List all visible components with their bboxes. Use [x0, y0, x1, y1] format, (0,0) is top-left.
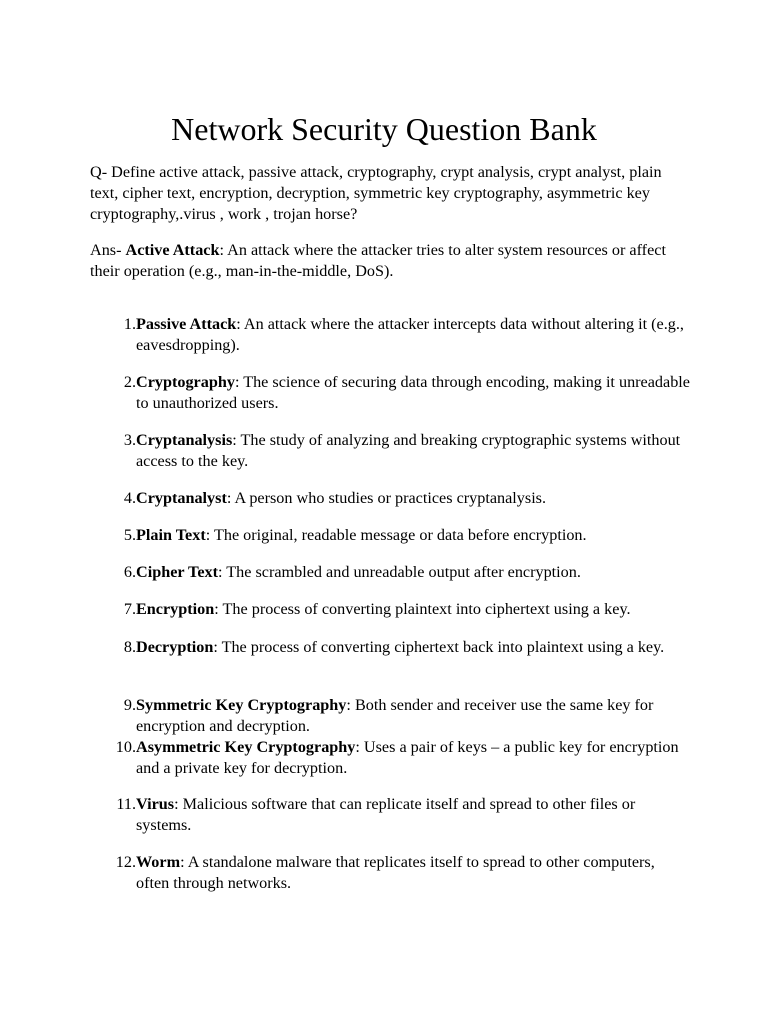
definition-body: [136, 599, 690, 620]
definition-text: : The science of securing data through encoding, making it unreadable to unauthorized users.: [136, 373, 690, 412]
definition-text: : The original, readable message or data before encryption.: [205, 526, 587, 544]
definition-text: : A standalone malware that replicates itself to spread to other computers, often through networks.: [136, 853, 655, 892]
definition-item: [90, 562, 690, 583]
definition-number: 11.: [116, 795, 136, 813]
definition-number: 6.: [123, 563, 136, 581]
answer-prefix: Ans-: [90, 241, 126, 259]
definition-item: [90, 599, 690, 620]
definition-item: [90, 794, 690, 836]
definition-body: [136, 562, 690, 583]
definition-text: : Both sender and receiver use the same key for encryption and decryption.: [136, 696, 654, 735]
definition-body: [136, 430, 690, 472]
definition-body: [136, 488, 690, 509]
definition-body: [136, 695, 690, 737]
definition-item: [90, 637, 690, 658]
definition-term: Passive Attack: [136, 315, 237, 333]
definition-item: [90, 488, 690, 509]
definition-term: Virus: [136, 795, 175, 813]
question-prefix: Q-: [90, 163, 112, 181]
definition-body: [136, 794, 690, 836]
definition-term: Encryption: [136, 600, 215, 618]
definition-text: : An attack where the attacker intercepts data without altering it (e.g., eavesdropping).: [136, 315, 684, 354]
definition-text: : Malicious software that can replicate itself and spread to other files or systems.: [136, 795, 636, 834]
definition-body: [136, 737, 690, 779]
definition-term: Decryption: [136, 638, 214, 656]
answer-paragraph: [90, 240, 690, 282]
definition-number: 1.: [123, 315, 136, 333]
definition-number: 5.: [123, 526, 136, 544]
definition-item: [90, 372, 690, 414]
definition-number: 4.: [123, 489, 136, 507]
definition-number: 2.: [123, 373, 136, 391]
page-title: Network Security Question Bank: [171, 111, 597, 147]
definition-term: Asymmetric Key Cryptography: [136, 738, 356, 756]
definition-text: : The study of analyzing and breaking cryptographic systems without access to the key.: [136, 431, 681, 470]
definition-number: 10.: [115, 738, 136, 756]
definition-text: : A person who studies or practices cryptanalysis.: [226, 489, 547, 507]
definition-term: Cipher Text: [136, 563, 219, 581]
definition-text: : Uses a pair of keys – a public key for encryption and a private key for decryption.: [136, 738, 679, 777]
definition-item: [90, 852, 690, 894]
definition-term: Symmetric Key Cryptography: [136, 696, 347, 714]
definition-term: Plain Text: [136, 526, 206, 544]
definition-number: 7.: [123, 600, 136, 618]
question-text: Define active attack, passive attack, cryptography, crypt analysis, crypt analyst, plain text, cipher text, encryption, decryption, symmetric key cryptography, asymmetric key cryptography,.virus , work , trojan horse?: [90, 163, 662, 223]
question-paragraph: [90, 162, 690, 225]
definition-item: [90, 525, 690, 546]
answer-term: Active Attack: [125, 241, 220, 259]
definition-body: [136, 525, 690, 546]
definition-term: Cryptography: [136, 373, 235, 391]
definition-body: [136, 637, 690, 658]
definition-term: Cryptanalysis: [136, 431, 233, 449]
definition-number: 12.: [115, 853, 136, 871]
definition-number: 8.: [123, 638, 136, 656]
answer-definition: : An attack where the attacker tries to alter system resources or affect their operation (e.g., man-in-the-middle, DoS).: [90, 241, 666, 280]
definition-item: [90, 695, 690, 737]
definition-body: [136, 314, 690, 356]
definition-term: Worm: [136, 853, 181, 871]
definition-text: : The process of converting plaintext into ciphertext using a key.: [214, 600, 631, 618]
definition-number: 9.: [123, 696, 136, 714]
definition-text: : The process of converting ciphertext back into plaintext using a key.: [213, 638, 665, 656]
definition-item: [90, 430, 690, 472]
definition-body: [136, 372, 690, 414]
definition-term: Cryptanalyst: [136, 489, 227, 507]
definition-number: 3.: [123, 431, 136, 449]
definition-text: : The scrambled and unreadable output after encryption.: [218, 563, 581, 581]
definition-item: [90, 314, 690, 356]
definition-item: [90, 737, 690, 779]
definition-body: [136, 852, 690, 894]
